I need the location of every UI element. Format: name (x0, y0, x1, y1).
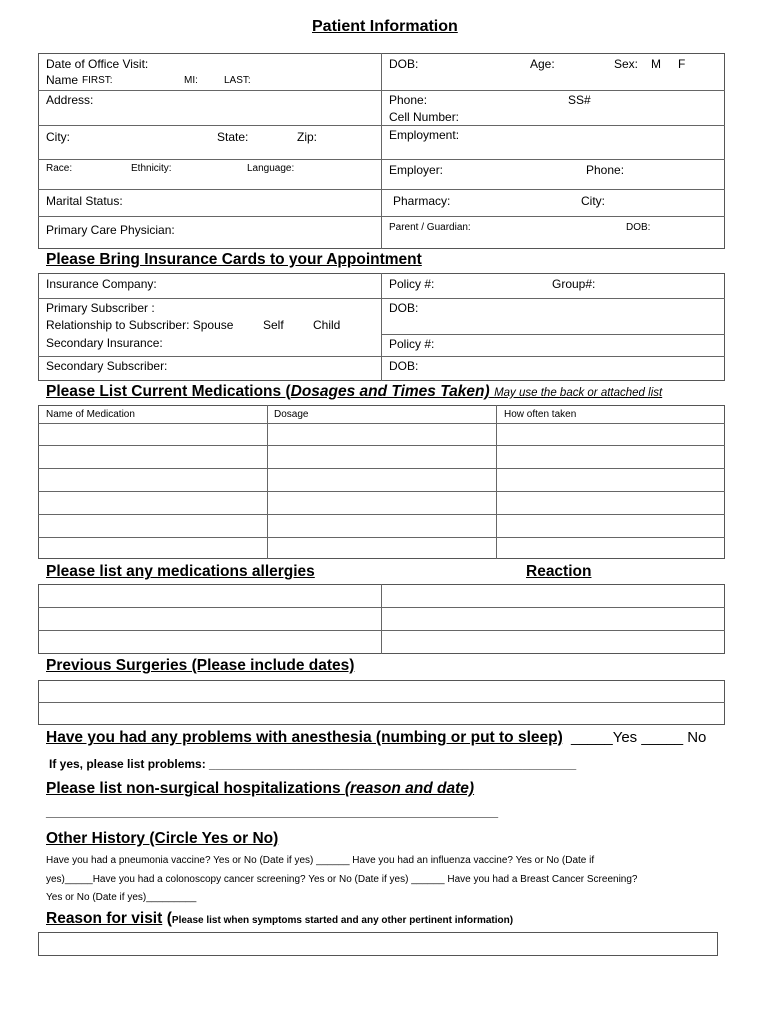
relationship-self[interactable]: Self (263, 318, 284, 332)
phone-label: Phone: (389, 93, 428, 107)
surgeries-heading: Previous Surgeries (Please include dates) (46, 657, 355, 674)
insurance-heading: Please Bring Insurance Cards to your Appointment (46, 251, 422, 268)
medications-heading: Please List Current Medications (Dosages and Times Taken) May use the back or attached list (46, 383, 663, 400)
other-history-line1: Have you had a pneumonia vaccine? Yes or No (Date if yes) ______ Have you had an influenza vaccine? Yes or No (Date if (46, 855, 595, 866)
insurance-company-label: Insurance Company: (46, 277, 157, 291)
allergies-heading: Please list any medications allergies (46, 563, 315, 580)
policy-label: Policy #: (389, 277, 435, 291)
page-title: Patient Information (312, 18, 458, 35)
sex-m[interactable]: M (651, 57, 661, 71)
age-label: Age: (530, 57, 555, 71)
group-label: Group#: (552, 277, 596, 291)
address-label: Address: (46, 93, 94, 107)
parent-label: Parent / Guardian: (389, 222, 471, 233)
last-label: LAST: (224, 75, 251, 86)
secondary-insurance-label: Secondary Insurance: (46, 336, 163, 350)
first-label: FIRST: (82, 75, 113, 86)
col-dosage: Dosage (274, 409, 309, 420)
employer-phone-label: Phone: (586, 163, 625, 177)
pharmacy-label: Pharmacy: (393, 194, 451, 208)
reason-heading: Reason for visit (46, 910, 163, 927)
secondary-dob-label: DOB: (389, 359, 419, 373)
policy2-label: Policy #: (389, 337, 435, 351)
col-medication-name: Name of Medication (46, 409, 135, 420)
subscriber-dob-label: DOB: (389, 301, 419, 315)
date-of-visit-label: Date of Office Visit: (46, 57, 149, 71)
pcp-label: Primary Care Physician: (46, 223, 175, 237)
cell-label: Cell Number: (389, 110, 460, 124)
secondary-subscriber-label: Secondary Subscriber: (46, 359, 168, 373)
other-history-heading: Other History (Circle Yes or No) (46, 830, 279, 847)
name-label: Name (46, 73, 79, 87)
anesthesia-question: Have you had any problems with anesthesia (numbing or put to sleep) (46, 729, 563, 746)
zip-label: Zip: (297, 130, 318, 144)
hospitalizations-heading: Please list non-surgical hospitalizations (reason and date) (46, 780, 475, 797)
parent-dob-label: DOB: (626, 222, 651, 233)
city-label: City: (46, 130, 70, 144)
pharmacy-city-label: City: (581, 194, 605, 208)
anesthesia-if-yes: If yes, please list problems: _______________________________________________________ (49, 757, 577, 771)
race-label: Race: (46, 163, 73, 174)
reason-note: Please list when symptoms started and any other pertinent information) (171, 915, 514, 926)
relationship-label: Relationship to Subscriber: Spouse (46, 318, 234, 332)
reaction-heading: Reaction (526, 563, 592, 580)
marital-label: Marital Status: (46, 194, 123, 208)
other-history-line3: Yes or No (Date if yes)_________ (46, 892, 197, 903)
reason-heading-wrap: Reason for visit (Please list when symptoms started and any other pertinent information) (46, 910, 514, 927)
medications-table (38, 405, 725, 559)
ss-label: SS# (568, 93, 591, 107)
primary-subscriber-label: Primary Subscriber : (46, 301, 155, 315)
language-label: Language: (247, 163, 295, 174)
relationship-child[interactable]: Child (313, 318, 341, 332)
sex-f[interactable]: F (678, 57, 686, 71)
dob-label: DOB: (389, 57, 419, 71)
col-how-often: How often taken (504, 409, 577, 420)
state-label: State: (217, 130, 249, 144)
reason-field[interactable] (38, 932, 718, 956)
mi-label: MI: (184, 75, 198, 86)
other-history-line2: yes)_____Have you had a colonoscopy cancer screening? Yes or No (Date if yes) ______ Have you had a Breast Cancer Screening? (46, 874, 638, 885)
ethnicity-label: Ethnicity: (131, 163, 172, 174)
hospitalizations-line[interactable]: ______________________________________________________________________ (46, 805, 498, 819)
medications-note: May use the back or attached list (494, 387, 663, 399)
employer-label: Employer: (389, 163, 444, 177)
employment-label: Employment: (389, 128, 460, 142)
anesthesia-yes-no[interactable]: _____Yes _____ No (571, 729, 707, 746)
sex-label: Sex: (614, 57, 639, 71)
